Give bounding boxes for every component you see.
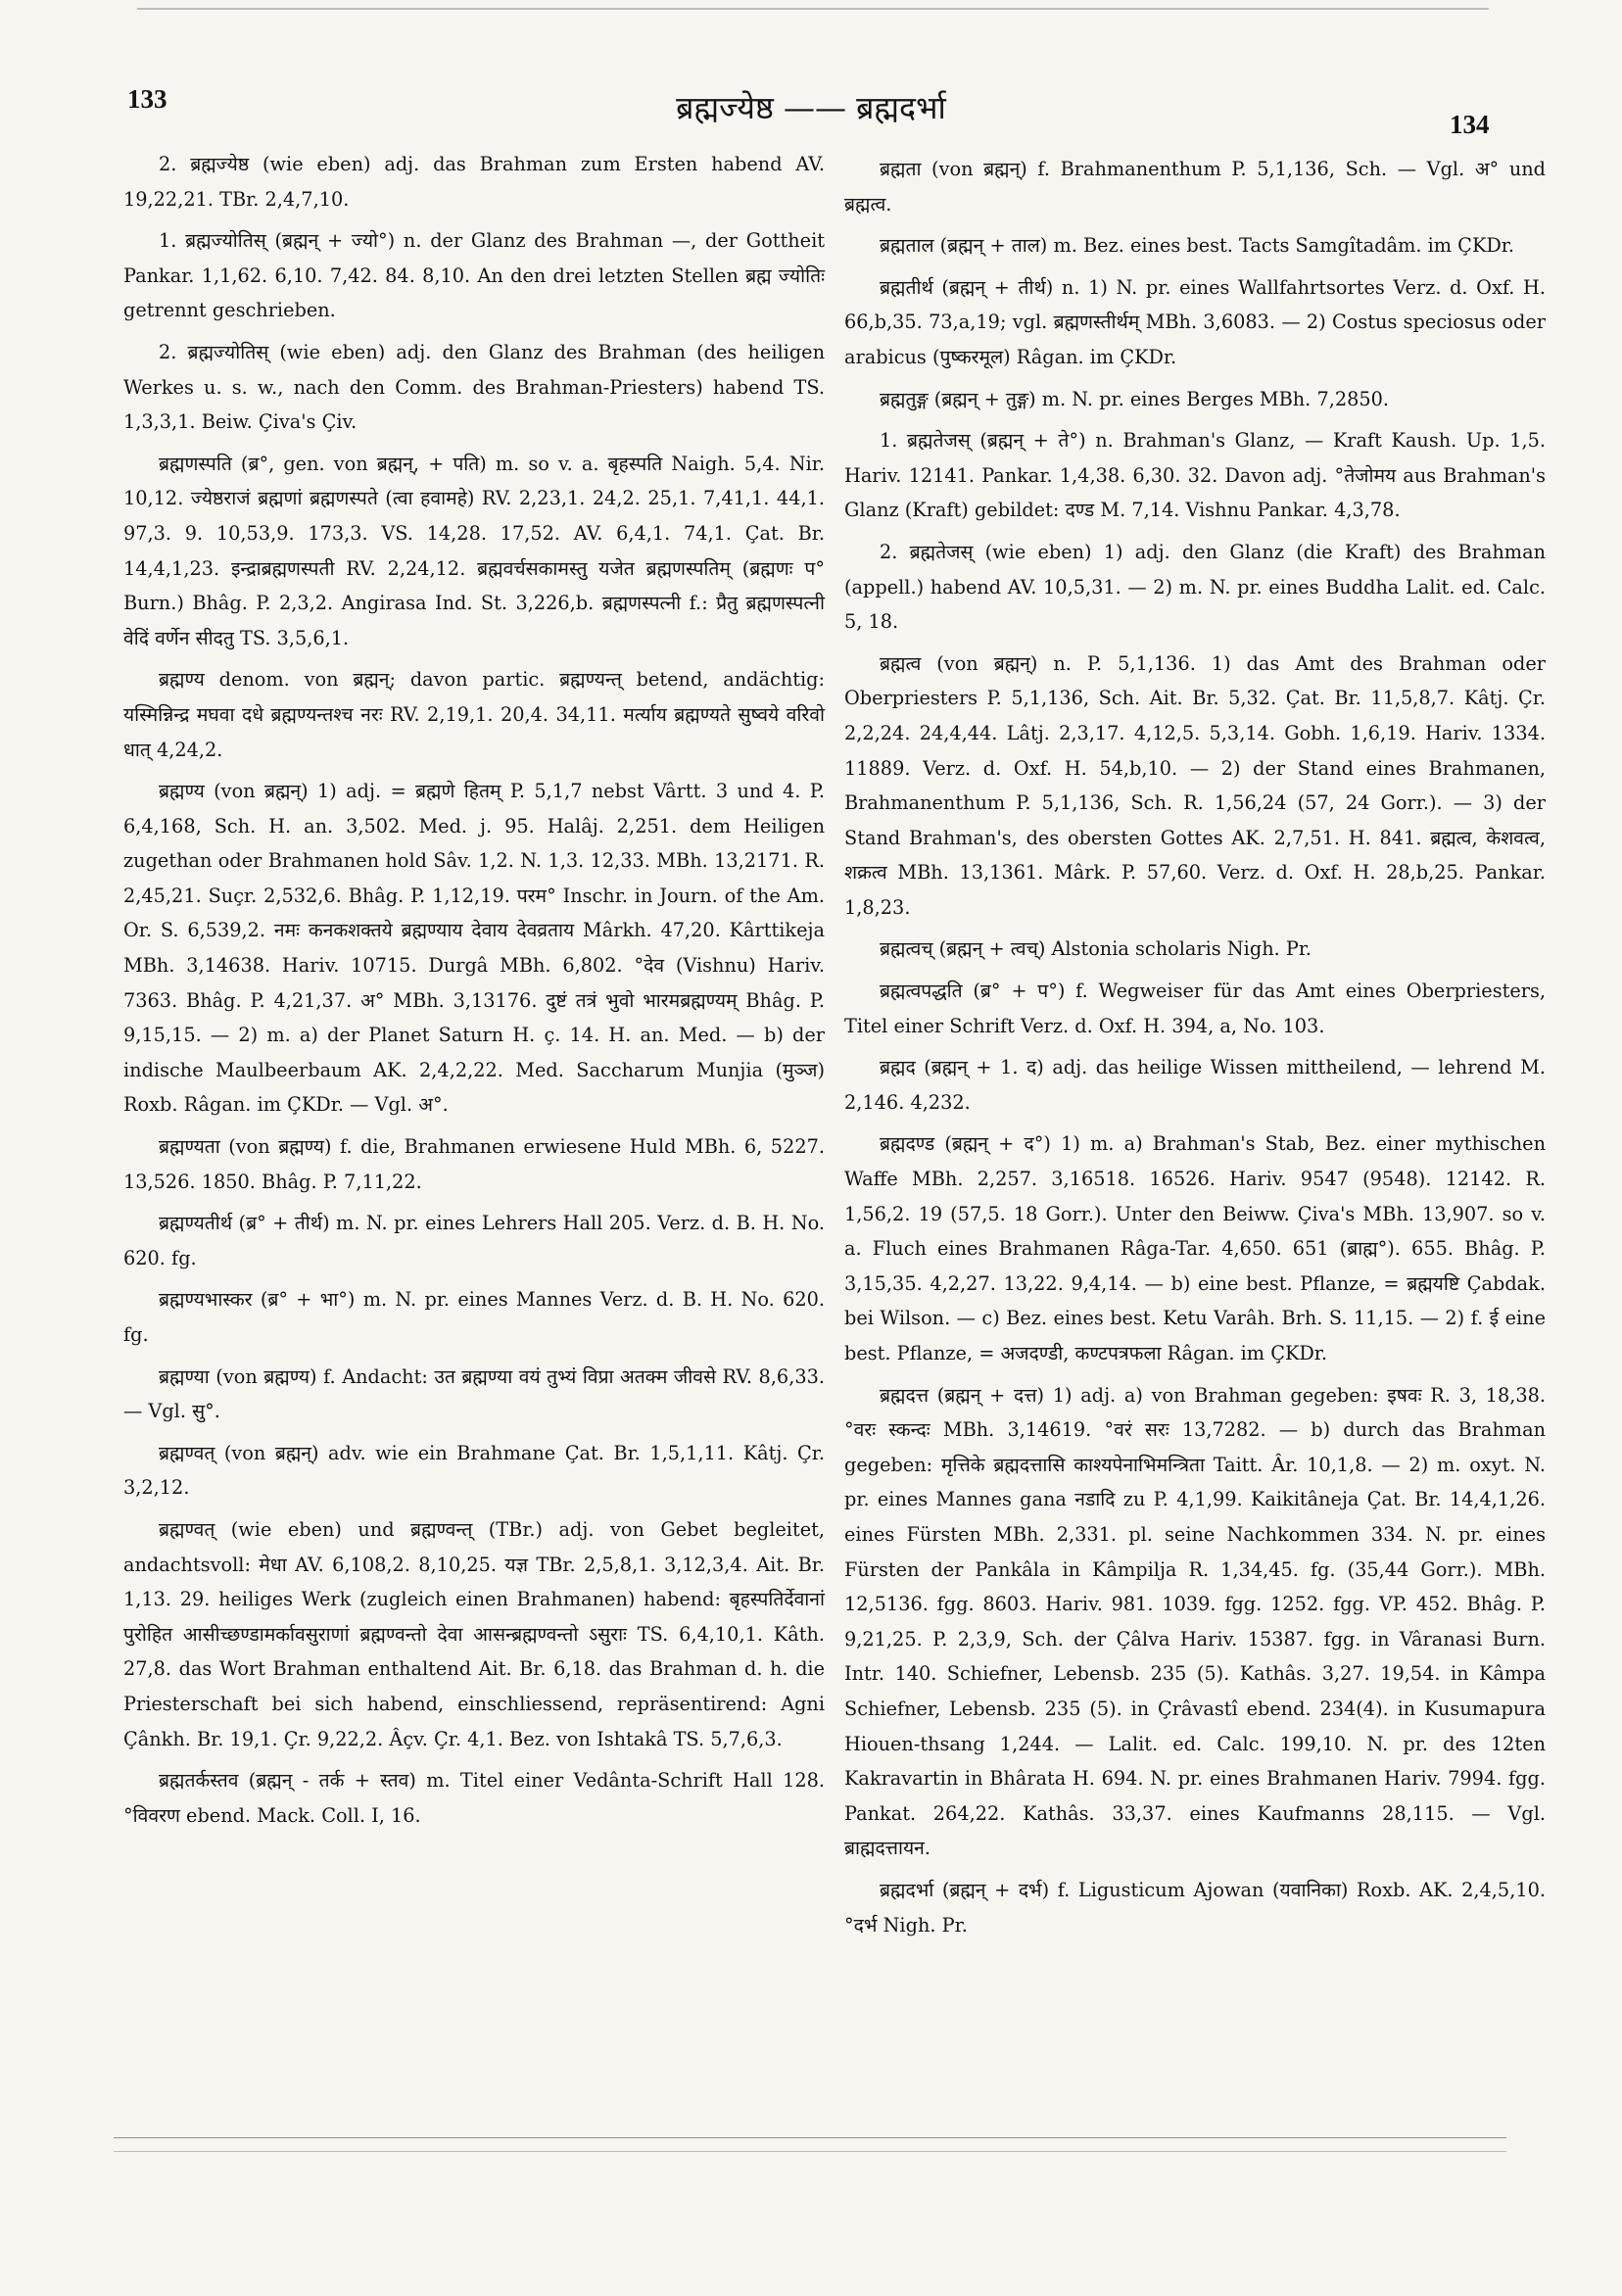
dictionary-entry: 1. ब्रह्मज्योतिस् (ब्रह्मन् + ज्यो°) n. der Glanz des Brahman —, der Gottheit Pankar. 1,1,62. 6,10. 7,42. 84. 8,10. An den drei letzten Stellen ब्रह्म ज्योतिः getrennt geschrieben. bbox=[123, 229, 825, 322]
dictionary-entry: ब्रह्मदण्ड (ब्रह्मन् + द°) 1) m. a) Brahman's Stab, Bez. einer mythischen Waffe MBh. 2,257. 3,16518. 16526. Hariv. 9547 (9548). 12142. R. 1,56,2. 19 (57,5. 18 Gorr.). Unter den Beiww. Çiva's MBh. 13,907. so v. a. Fluch eines Brahmanen Râga-Tar. 4,650. 651 (ब्राह्म°). 655. Bhâg. P. 3,15,35. 4,2,27. 13,22. 9,4,14. — b) eine best. Pflanze, = ब्रह्मयष्टि Çabdak. bei Wilson. — c) Bez. eines best. Ketu Varâh. Brh. S. 11,15. — 2) f. ई eine best. Pflanze, = अजदण्डी, कण्टपत्रफला Râgan. im ÇKDr. bbox=[844, 1132, 1546, 1364]
dictionary-entry: ब्रह्मण्य (von ब्रह्मन्) 1) adj. = ब्रह्मणे हितम् P. 5,1,7 nebst Vârtt. 3 und 4. P. 6,4,168, Sch. H. an. 3,502. Med. j. 95. Halâj. 2,251. dem Heiligen zugethan oder Brahmanen hold Sâv. 1,2. N. 1,3. 12,33. MBh. 13,2171. R. 2,45,21. Suçr. 2,532,6. Bhâg. P. 1,12,19. परम° Inschr. in Journ. of the Am. Or. S. 6,539,2. नमः कनकशक्तये ब्रह्मण्याय देवाय देवव्रताय Mârkh. 47,20. Kârttikeja MBh. 3,14638. Hariv. 10715. Durgâ MBh. 6,802. °देव (Vishnu) Hariv. 7363. Bhâg. P. 4,21,37. अ° MBh. 3,13176. दुष्टं तत्रं भुवो भारमब्रह्मण्यम् Bhâg. P. 9,15,15. — 2) m. a) der Planet Saturn H. ç. 14. H. an. Med. — b) der indische Maulbeerbaum AK. 2,4,2,22. Med. Saccharum Munjia (मुञ्ज) Roxb. Râgan. im ÇKDr. — Vgl. अ°. bbox=[123, 780, 825, 1117]
top-rule bbox=[137, 8, 1489, 10]
dictionary-entry: ब्रह्मतर्कस्तव (ब्रह्मन् - तर्क + स्तव) m. Titel einer Vedânta-Schrift Hall 128. °विवरण ebend. Mack. Coll. I, 16. bbox=[123, 1769, 825, 1827]
dictionary-entry: ब्रह्मतुङ्ग (ब्रह्मन् + तुङ्ग) m. N. pr. eines Berges MBh. 7,2850. bbox=[880, 387, 1390, 410]
dictionary-entry: 1. ब्रह्मतेजस् (ब्रह्मन् + ते°) n. Brahman's Glanz, — Kraft Kaush. Up. 1,5. Hariv. 12141. Pankar. 1,4,38. 6,30. 32. Davon adj. °तेजोमय aus Brahman's Glanz (Kraft) gebildet: दण्ड M. 7,14. Vishnu Pankar. 4,3,78. bbox=[844, 429, 1546, 522]
page-number-right: 134 bbox=[1450, 110, 1490, 139]
dictionary-entry: 2. ब्रह्मतेजस् (wie eben) 1) adj. den Glanz (die Kraft) des Brahman (appell.) habend AV. 10,5,31. — 2) m. N. pr. eines Buddha Lalit. ed. Calc. 5, 18. bbox=[844, 540, 1546, 634]
dictionary-entry: ब्रह्मण्वत् (wie eben) und ब्रह्मण्वन्त् (TBr.) adj. von Gebet begleitet, andachtsvoll: मेधा AV. 6,108,2. 8,10,25. यज्ञ TBr. 2,5,8,1. 3,12,3,4. Ait. Br. 1,13. 29. heiliges Werk (zugleich einen Brahmanen) habend: बृहस्पतिर्देवानां पुरोहित आसीच्छण्डामर्कावसुराणां ब्रह्मण्वन्तो देवा आसन्ब्रह्मण्वन्तो ऽसुराः TS. 6,4,10,1. Kâth. 27,8. das Wort Brahman enthaltend Ait. Br. 6,18. das Brahman d. h. die Priesterschaft bei sich habend, einschliessend, repräsentirend: Agni Çânkh. Br. 19,1. Çr. 9,22,2. Âçv. Çr. 4,1. Bez. von Ishtakâ TS. 5,7,6,3. bbox=[123, 1517, 825, 1750]
bottom-rule bbox=[114, 2137, 1506, 2138]
dictionary-entry: ब्रह्मत्व (von ब्रह्मन्) n. P. 5,1,136. 1) das Amt des Brahman oder Oberpriesters P. 5,1,136, Sch. Ait. Br. 5,32. Çat. Br. 11,5,8,7. Kâtj. Çr. 2,2,24. 24,4,44. Lâtj. 2,3,17. 4,12,5. 5,3,14. Gobh. 1,6,19. Hariv. 1334. 11889. Verz. d. Oxf. H. 54,b,10. — 2) der Stand eines Brahmanen, Brahmanenthum P. 5,1,136, Sch. R. 1,56,24 (57, 24 Gorr.). — 3) der Stand Brahman's, des obersten Gottes AK. 2,7,51. H. 841. ब्रह्मत्व, केशवत्व, शक्रत्व MBh. 13,1361. Mârk. P. 57,60. Verz. d. Oxf. H. 28,b,25. Pankar. 1,8,23. bbox=[844, 651, 1546, 919]
dictionary-entry: ब्रह्मण्यतीर्थ (ब्र° + तीर्थ) m. N. pr. eines Lehrers Hall 205. Verz. d. B. H. No. 620. fg. bbox=[123, 1212, 825, 1269]
dictionary-entry: ब्रह्मदर्भा (ब्रह्मन् + दर्भ) f. Ligusticum Ajowan (यवानिका) Roxb. AK. 2,4,5,10. °दर्भ Nigh. Pr. bbox=[844, 1878, 1546, 1937]
dictionary-entry: ब्रह्मणस्पति (ब्र°, gen. von ब्रह्मन्, + पति) m. so v. a. बृहस्पति Naigh. 5,4. Nir. 10,12. ज्येष्ठराजं ब्रह्मणां ब्रह्मणस्पते (त्वा हवामहे) RV. 2,23,1. 24,2. 25,1. 7,41,1. 44,1. 97,3. 9. 10,53,9. 173,3. VS. 14,28. 17,52. AV. 6,4,1. 74,1. Çat. Br. 14,4,1,23. इन्द्राब्रह्मणस्पती RV. 2,24,12. ब्रह्मवर्चसकामस्तु यजेत ब्रह्मणस्पतिम् (ब्रह्मणः प° Burn.) Bhâg. P. 2,3,2. Angirasa Ind. St. 3,226,b. ब्रह्मणस्पत्नी f.: प्रैतु ब्रह्मणस्पत्नी वेदिं वर्णेन सीदतु TS. 3,5,6,1. bbox=[123, 452, 825, 649]
dictionary-entry: ब्रह्मता (von ब्रह्मन्) f. Brahmanenthum P. 5,1,136, Sch. — Vgl. अ° und ब्रह्मत्व. bbox=[844, 158, 1546, 215]
dictionary-entry: 2. ब्रह्मज्येष्ठ (wie eben) adj. das Brahman zum Ersten habend AV. 19,22,21. TBr. 2,4,7,10. bbox=[123, 153, 825, 211]
dictionary-entry: ब्रह्मण्यता (von ब्रह्मण्य) f. die, Brahmanen erwiesene Huld MBh. 6, 5227. 13,526. 1850. Bhâg. P. 7,11,22. bbox=[123, 1135, 825, 1193]
dictionary-entry: ब्रह्मण्य denom. von ब्रह्मन्; davon partic. ब्रह्मण्यन्त् betend, andächtig: यस्मिन्निन्द्र मघवा दधे ब्रह्मण्यन्तश्च नरः RV. 2,19,1. 20,4. 34,11. मर्त्याय ब्रह्मण्यते सुष्वये वरिवो धात् 4,24,2. bbox=[123, 668, 825, 761]
dictionary-entry: ब्रह्मत्वपद्धति (ब्र° + प°) f. Wegweiser für das Amt eines Oberpriesters, Titel einer Schrift Verz. d. Oxf. H. 394, a, No. 103. bbox=[844, 980, 1546, 1037]
running-title: ब्रह्मज्येष्ठ —— ब्रह्मदर्भा bbox=[676, 89, 946, 126]
bottom-rule-secondary bbox=[114, 2151, 1506, 2152]
dictionary-entry: ब्रह्मद (ब्रह्मन् + 1. द) adj. das heilige Wissen mittheilend, — lehrend M. 2,146. 4,232. bbox=[844, 1056, 1546, 1114]
dictionary-entry: ब्रह्मण्वत् (von ब्रह्मन्) adv. wie ein Brahmane Çat. Br. 1,5,1,11. Kâtj. Çr. 3,2,12. bbox=[123, 1441, 825, 1500]
left-column bbox=[123, 147, 825, 1840]
page-number-left: 133 bbox=[127, 84, 167, 114]
dictionary-entry: 2. ब्रह्मज्योतिस् (wie eben) adj. den Glanz des Brahman (des heiligen Werkes u. s. w., nach den Comm. des Brahman-Priesters) habend TS. 1,3,3,1. Beiw. Çiva's Çiv. bbox=[123, 340, 825, 434]
dictionary-entry: ब्रह्मदत्त (ब्रह्मन् + दत्त) 1) adj. a) von Brahman gegeben: इषवः R. 3, 18,38. °वरः स्कन्दः MBh. 3,14619. °वरं सरः 13,7282. — b) durch das Brahman gegeben: मृत्तिके ब्रह्मदत्तासि काश्यपेनाभिमन्त्रिता Taitt. Âr. 10,1,8. — 2) m. oxyt. N. pr. eines Mannes gana नडादि zu P. 4,1,99. Kaikitâneja Çat. Br. 14,4,1,26. eines Fürsten MBh. 2,331. pl. seine Nachkommen 334. N. pr. eines Fürsten der Pankâla in Kâmpilja R. 1,34,45. fg. (35,44 Gorr.). MBh. 12,5136. fgg. 8603. Hariv. 981. 1039. fgg. 1252. fgg. VP. 452. Bhâg. P. 9,21,25. P. 2,3,9, Sch. der Çâlva Hariv. 15387. fgg. in Vâranasi Burn. Intr. 140. Schiefner, Lebensb. 235 (5). Kathâs. 3,27. 19,54. in Kâmpa Schiefner, Lebensb. 235 (5). in Çrâvastî ebend. 234(4). in Kusumapura Hiouen-thsang 1,244. — Lalit. ed. Calc. 199,10. N. pr. des 12ten Kakravartin in Bhârata H. 694. N. pr. eines Brahmanen Hariv. 7994. fgg. Pankat. 264,22. Kathâs. 33,37. eines Kaufmanns 28,115. — Vgl. ब्राह्मदत्तायन. bbox=[844, 1383, 1546, 1860]
dictionary-entry: ब्रह्मतीर्थ (ब्रह्मन् + तीर्थ) n. 1) N. pr. eines Wallfahrtsortes Verz. d. Oxf. H. 66,b,35. 73,a,19; vgl. ब्रह्मणस्तीर्थम् MBh. 3,6083. — 2) Costus speciosus oder arabicus (पुष्करमूल) Râgan. im ÇKDr. bbox=[844, 275, 1546, 368]
dictionary-entry: ब्रह्मताल (ब्रह्मन् + ताल) m. Bez. eines best. Tacts Samgîtadâm. im ÇKDr. bbox=[880, 234, 1515, 258]
dictionary-entry: ब्रह्मण्यभास्कर (ब्र° + भा°) m. N. pr. eines Mannes Verz. d. B. H. No. 620. fg. bbox=[123, 1288, 825, 1346]
right-column bbox=[844, 152, 1546, 1949]
dictionary-entry: ब्रह्मत्वच् (ब्रह्मन् + त्वच्) Alstonia scholaris Nigh. Pr. bbox=[880, 937, 1312, 961]
dictionary-entry: ब्रह्मण्या (von ब्रह्मण्य) f. Andacht: उत ब्रह्मण्या वयं तुभ्यं विप्रा अतक्म जीवसे RV. 8,6,33. — Vgl. सु°. bbox=[123, 1364, 825, 1423]
